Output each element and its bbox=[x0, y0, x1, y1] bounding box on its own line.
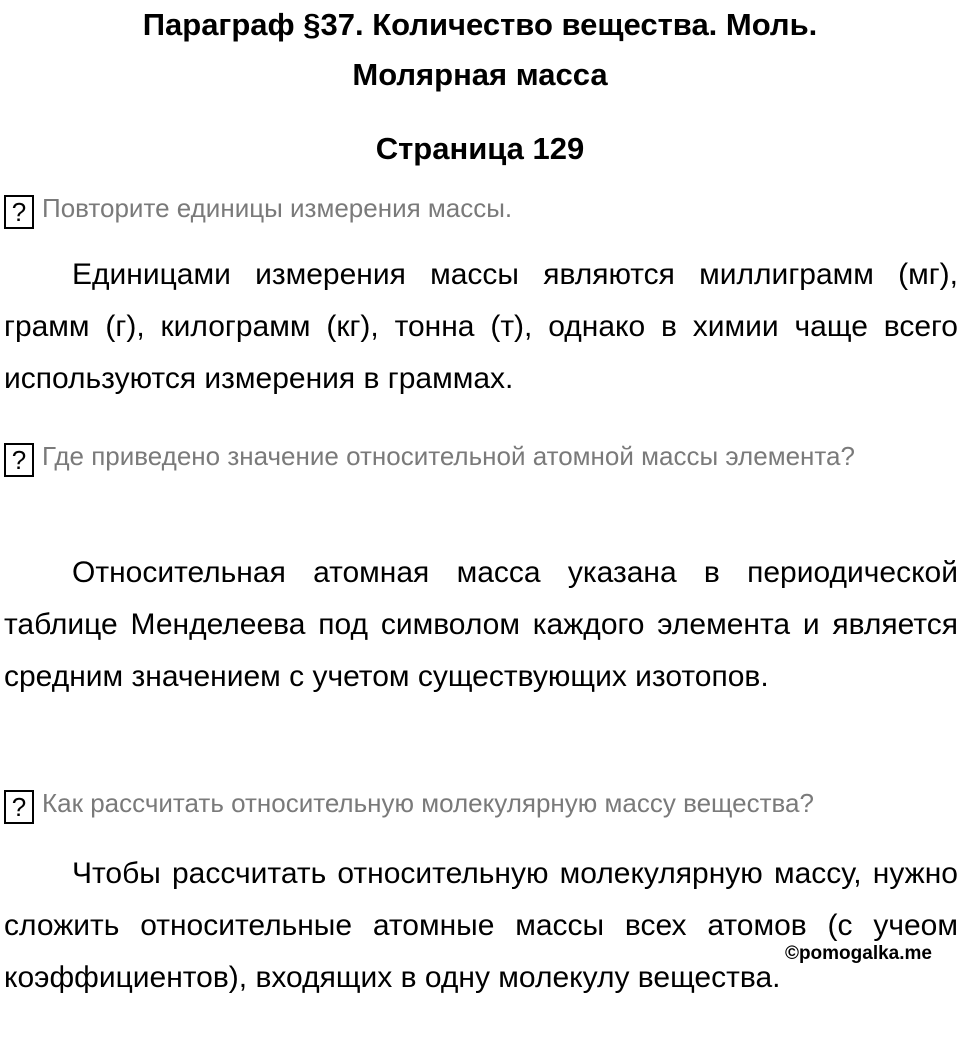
question-1-text: Повторите единицы измерения массы. bbox=[42, 193, 513, 223]
question-mark-icon: ? bbox=[4, 195, 34, 229]
question-mark-icon: ? bbox=[4, 443, 34, 477]
title-block bbox=[0, 0, 960, 100]
question-3 bbox=[4, 781, 946, 825]
answer-2: Относительная атомная масса указана в периодической таблице Менделеева под символом каждого элемента и является средним значением с учетом существующих изотопов. bbox=[4, 556, 958, 693]
watermark: ©pomogalka.me bbox=[784, 943, 932, 964]
question-2 bbox=[4, 434, 946, 478]
page-title-line2: Молярная масса bbox=[352, 57, 608, 92]
page-number: Страница 129 bbox=[375, 131, 585, 166]
answer-1: Единицами измерения массы являются миллиграмм (мг), грамм (г), килограмм (кг), тонна (т), однако в химии чаще всего используются измерения в граммах. bbox=[4, 258, 958, 395]
answer-3: Чтобы рассчитать относительную молекулярную массу, нужно сложить относительные атомные массы всех атомов (с учеом коэффициентов), входящих в одну молекулу вещества. bbox=[4, 857, 958, 994]
page-title-line1: Параграф §37. Количество вещества. Моль. bbox=[142, 7, 818, 42]
question-2-text: Где приведено значение относительной атомной массы элемента? bbox=[42, 441, 855, 471]
question-1 bbox=[4, 186, 946, 230]
question-3-text: Как рассчитать относительную молекулярную массу вещества? bbox=[42, 788, 814, 818]
question-mark-icon: ? bbox=[4, 790, 34, 824]
